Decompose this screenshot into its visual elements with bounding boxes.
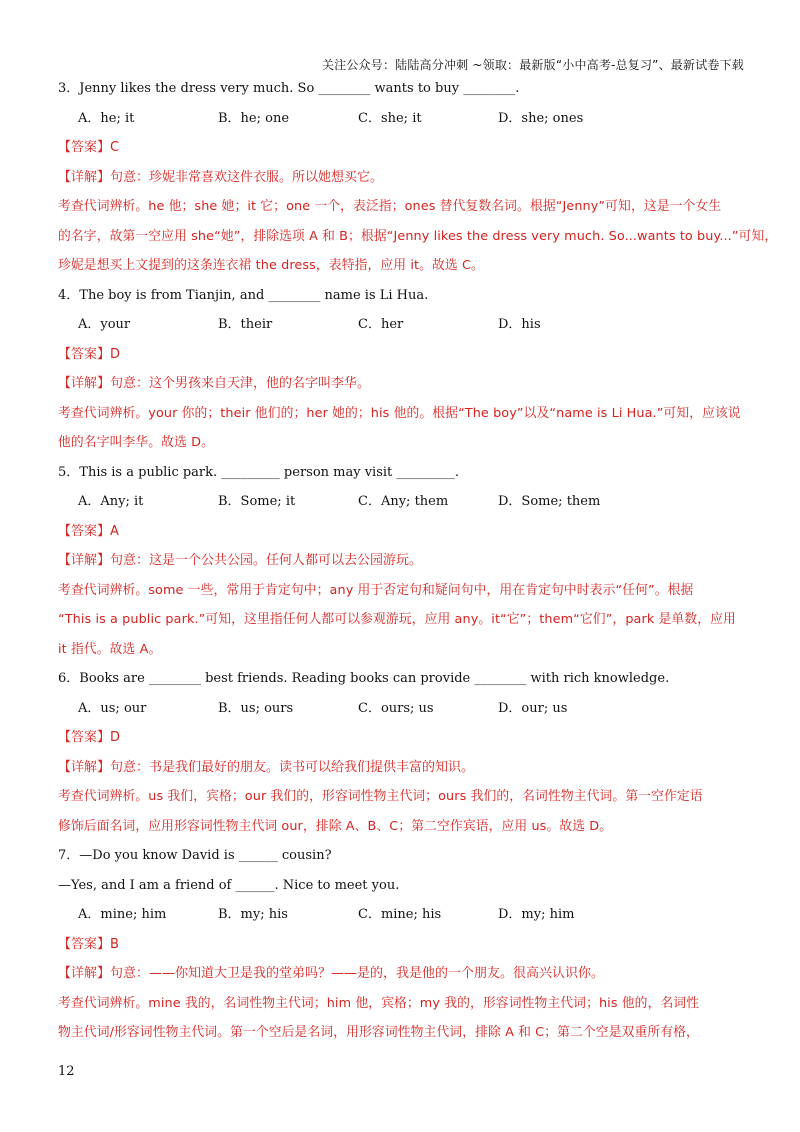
page-number: 12 (58, 1064, 75, 1079)
option-a: A．your (78, 317, 131, 332)
answer-label: 【答案】D (58, 346, 121, 362)
options-row (58, 900, 748, 930)
question-stem: 4．The boy is from Tianjin, and ________ name is Li Hua. (58, 287, 429, 303)
explanation-line: 考查代词辨析。us 我们，宾格；our 我们的，形容词性物主代词；ours 我们的，名词性物主代词。第一空作定语 (58, 789, 703, 804)
question-stem: 7．—Do you know David is ______ cousin? (58, 848, 332, 863)
option-d: D．she; ones (498, 110, 584, 126)
explanation-line: “This is a public park.”可知，这里指任何人都可以参观游玩，应用 any。it“它”；them“它们”，park 是单数，应用 (58, 612, 736, 627)
options-row (58, 310, 748, 340)
option-c: C．mine; his (358, 907, 442, 922)
option-a: A．he; it (78, 110, 135, 126)
question-stem: 5．This is a public park. _________ person may visit _________. (58, 464, 460, 480)
explanation-line: it 指代。故选 A。 (58, 641, 162, 657)
option-a: A．Any; it (78, 494, 144, 509)
explanation-line: 考查代词辨析。some 一些，常用于肯定句中；any 用于否定句和疑问句中，用在肯定句中时表示“任何”。根据 (58, 582, 694, 598)
question-7 (58, 841, 748, 1048)
option-c: C．her (358, 317, 404, 332)
option-b: B．he; one (218, 110, 290, 126)
answer-label: 【答案】B (58, 936, 119, 952)
option-d: D．his (498, 317, 541, 332)
question-stem-reply: —Yes, and I am a friend of ______. Nice to meet you. (58, 877, 400, 893)
question-5 (58, 458, 748, 665)
option-b: B．my; his (218, 907, 288, 922)
options-row (58, 694, 748, 724)
explanation-line: 考查代词辨析。your 你的；their 他们的；her 她的；his 他的。根据“The boy”以及“name is Li Hua.”可知，应该说 (58, 405, 741, 421)
option-d: D．my; him (498, 907, 575, 922)
options-row (58, 487, 748, 517)
explanation-line: 他的名字叫李华。故选 D。 (58, 435, 214, 450)
question-3 (58, 74, 778, 281)
explanation-line: 物主代词/形容词性物主代词。第一个空后是名词，用形容词性物主代词，排除 A 和 C；第二个空是双重所有格， (58, 1025, 699, 1040)
detail-translation: 【详解】句意：书是我们最好的朋友。读书可以给我们提供丰富的知识。 (58, 759, 475, 775)
page-header: 关注公众号：陆陆高分冲刺 ~领取：最新版“小中高考-总复习”、最新试卷下载 (321, 58, 744, 72)
option-c: C．ours; us (358, 700, 434, 716)
question-6 (58, 664, 748, 841)
question-stem: 6．Books are ________ best friends. Reading books can provide ________ with rich knowledge. (58, 671, 670, 686)
question-4 (58, 281, 748, 458)
option-a: A．us; our (78, 700, 147, 716)
option-b: B．their (218, 317, 273, 332)
explanation-line: 珍妮是想买上文提到的这条连衣裙 the dress，表特指，应用 it。故选 C。 (58, 258, 484, 273)
options-row (58, 104, 748, 134)
answer-label: 【答案】D (58, 730, 121, 745)
explanation-line: 考查代词辨析。mine 我的，名词性物主代词；him 他，宾格；my 我的，形容词性物主代词；his 他的，名词性 (58, 995, 700, 1011)
option-b: B．us; ours (218, 700, 294, 716)
option-a: A．mine; him (78, 907, 167, 922)
detail-translation: 【详解】句意：珍妮非常喜欢这件衣服。所以她想买它。 (58, 169, 384, 185)
detail-translation: 【详解】句意：——你知道大卫是我的堂弟吗？——是的，我是他的一个朋友。很高兴认识你。 (58, 966, 605, 981)
option-d: D．Some; them (498, 494, 601, 509)
explanation-line: 修饰后面名词，应用形容词性物主代词 our，排除 A、B、C；第二空作宾语，应用 us。故选 D。 (58, 818, 613, 834)
detail-translation: 【详解】句意：这是一个公共公园。任何人都可以去公园游玩。 (58, 553, 423, 568)
explanation-line: 考查代词辨析。he 他；she 她；it 它；one 一个，表泛指；ones 替代复数名词。根据“Jenny”可知，这是一个女生 (58, 199, 722, 214)
option-c: C．she; it (358, 110, 422, 126)
page-content (58, 74, 778, 1048)
answer-label: 【答案】A (58, 523, 119, 539)
option-d: D．our; us (498, 700, 568, 716)
answer-label: 【答案】C (58, 140, 120, 155)
explanation-line: 的名字，故第一空应用 she“她”，排除选项 A 和 B；根据“Jenny likes the dress very much. So...wants to buy...”可知， (58, 228, 778, 244)
question-stem: 3．Jenny likes the dress very much. So ________ wants to buy ________. (58, 81, 520, 96)
detail-translation: 【详解】句意：这个男孩来自天津，他的名字叫李华。 (58, 376, 371, 391)
option-c: C．Any; them (358, 494, 449, 509)
option-b: B．Some; it (218, 494, 296, 509)
